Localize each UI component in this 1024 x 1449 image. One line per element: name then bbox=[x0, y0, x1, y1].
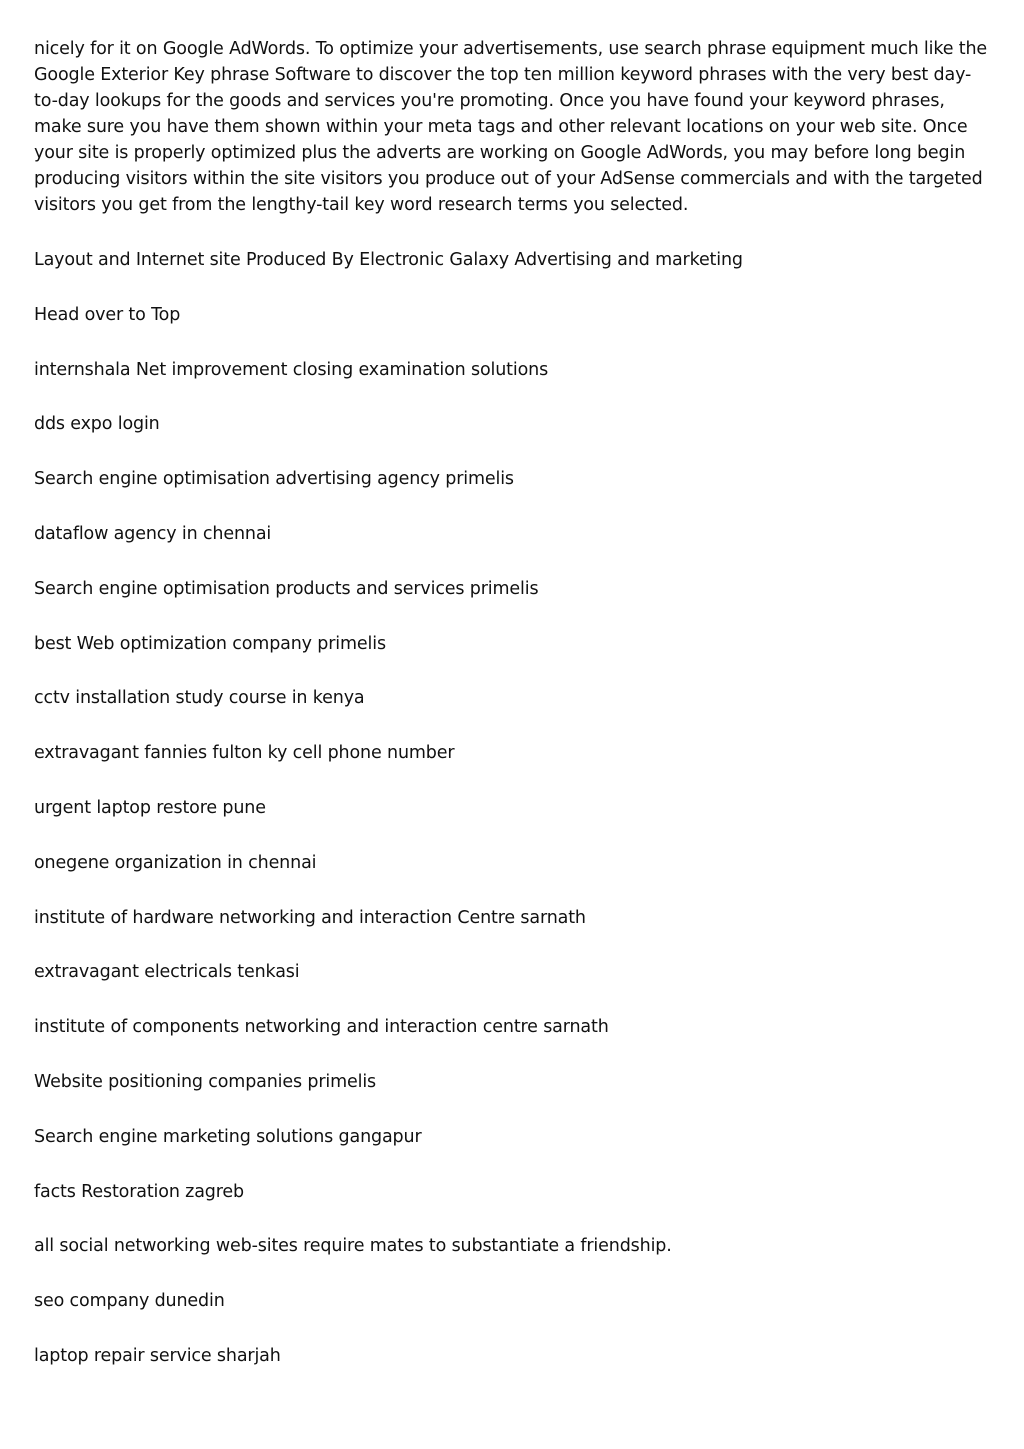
related-link[interactable]: onegene organization in chennai bbox=[34, 852, 317, 873]
list-item[interactable] bbox=[34, 905, 994, 931]
list-item[interactable] bbox=[34, 850, 994, 876]
list-item[interactable] bbox=[34, 631, 994, 657]
list-item[interactable] bbox=[34, 959, 994, 985]
list-item[interactable] bbox=[34, 740, 994, 766]
list-item[interactable] bbox=[34, 1014, 994, 1040]
related-link[interactable]: dataflow agency in chennai bbox=[34, 523, 272, 544]
list-item[interactable] bbox=[34, 466, 994, 492]
related-link[interactable]: institute of components networking and interaction centre sarnath bbox=[34, 1017, 609, 1038]
back-to-top-link-text[interactable]: Head over to Top bbox=[34, 304, 181, 325]
list-item[interactable] bbox=[34, 795, 994, 821]
related-link[interactable]: facts Restoration zagreb bbox=[34, 1181, 244, 1202]
list-item[interactable] bbox=[34, 1179, 994, 1205]
related-link[interactable]: cctv installation study course in kenya bbox=[34, 688, 365, 709]
related-links-list bbox=[34, 357, 994, 1369]
intro-paragraph: nicely for it on Google AdWords. To optimize your advertisements, use search phrase equipment much like the Google Exterior Key phrase Software to discover the top ten million keyword phrases with the very best day-to-day lookups for the goods and services you're promoting. Once you have found your keyword phrases, make sure you have them shown within your meta tags and other relevant locations on your web site. Once your site is properly optimized plus the adverts are working on Google AdWords, you may before long begin producing visitors within the site visitors you produce out of your AdSense commercials and with the targeted visitors you get from the lengthy-tail key word research terms you selected. bbox=[34, 39, 988, 215]
related-link[interactable]: extravagant fannies fulton ky cell phone number bbox=[34, 743, 455, 764]
related-link[interactable]: urgent laptop restore pune bbox=[34, 797, 266, 818]
list-item[interactable] bbox=[34, 1288, 994, 1314]
related-link[interactable]: dds expo login bbox=[34, 414, 160, 435]
related-link[interactable]: internshala Net improvement closing examination solutions bbox=[34, 359, 549, 380]
related-link[interactable]: Search engine marketing solutions gangapur bbox=[34, 1126, 422, 1147]
list-item[interactable] bbox=[34, 411, 994, 437]
related-link[interactable]: Website positioning companies primelis bbox=[34, 1071, 376, 1092]
related-link[interactable]: Search engine optimisation products and services primelis bbox=[34, 578, 539, 599]
list-item[interactable] bbox=[34, 521, 994, 547]
related-link[interactable]: seo company dunedin bbox=[34, 1291, 225, 1312]
related-link[interactable]: all social networking web-sites require mates to substantiate a friendship. bbox=[34, 1236, 672, 1257]
list-item[interactable] bbox=[34, 1069, 994, 1095]
related-link[interactable]: laptop repair service sharjah bbox=[34, 1345, 281, 1366]
related-link[interactable]: Search engine optimisation advertising agency primelis bbox=[34, 469, 514, 490]
credit-line: Layout and Internet site Produced By Electronic Galaxy Advertising and marketing bbox=[34, 250, 743, 270]
list-item[interactable] bbox=[34, 1124, 994, 1150]
back-to-top-link[interactable] bbox=[34, 302, 994, 328]
list-item[interactable] bbox=[34, 1343, 994, 1369]
document-page bbox=[34, 36, 994, 1369]
list-item[interactable] bbox=[34, 576, 994, 602]
list-item[interactable] bbox=[34, 1233, 994, 1259]
related-link[interactable]: institute of hardware networking and interaction Centre sarnath bbox=[34, 907, 586, 928]
list-item[interactable] bbox=[34, 357, 994, 383]
related-link[interactable]: best Web optimization company primelis bbox=[34, 633, 386, 654]
related-link[interactable]: extravagant electricals tenkasi bbox=[34, 962, 300, 983]
list-item[interactable] bbox=[34, 685, 994, 711]
